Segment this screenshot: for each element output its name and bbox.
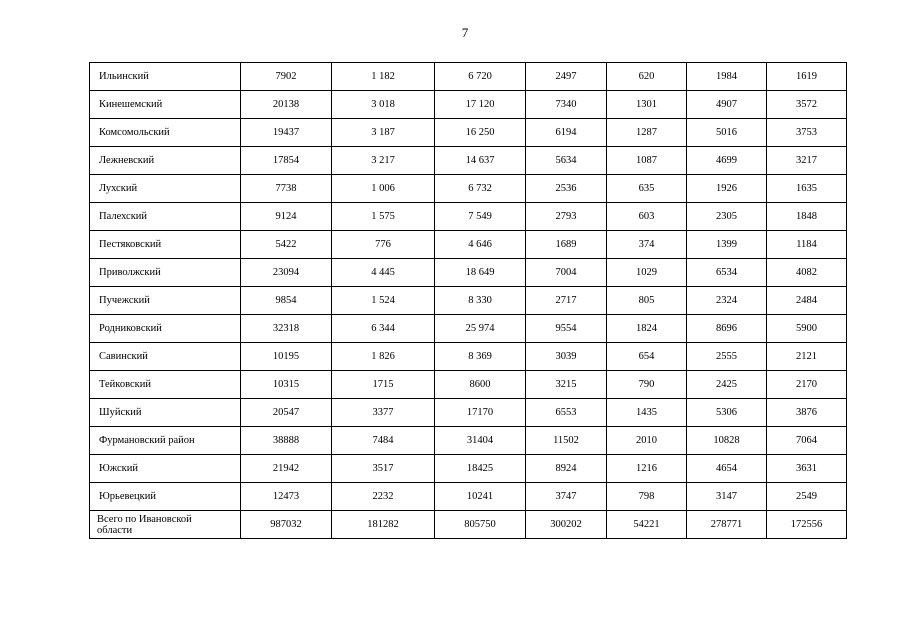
value-cell: 4699: [687, 147, 767, 175]
value-cell: 10828: [687, 427, 767, 455]
value-cell: 1301: [607, 91, 687, 119]
value-cell: 654: [607, 343, 687, 371]
value-cell: 620: [607, 63, 687, 91]
table-row: [90, 175, 847, 203]
table-row: [90, 147, 847, 175]
value-cell: 25 974: [435, 315, 526, 343]
value-cell: 374: [607, 231, 687, 259]
value-cell: 11502: [526, 427, 607, 455]
value-cell: 3876: [767, 399, 847, 427]
table-row: [90, 455, 847, 483]
total-value-cell: 805750: [435, 511, 526, 539]
district-name-cell: Ильинский: [90, 63, 241, 91]
total-name-line1: Всего по Ивановской: [97, 513, 192, 525]
value-cell: 3 217: [332, 147, 435, 175]
value-cell: 8 369: [435, 343, 526, 371]
value-cell: 6194: [526, 119, 607, 147]
district-name-cell: Пучежский: [90, 287, 241, 315]
value-cell: 10195: [241, 343, 332, 371]
value-cell: 5016: [687, 119, 767, 147]
value-cell: 6 732: [435, 175, 526, 203]
value-cell: 635: [607, 175, 687, 203]
value-cell: 805: [607, 287, 687, 315]
value-cell: 5900: [767, 315, 847, 343]
value-cell: 17170: [435, 399, 526, 427]
value-cell: 23094: [241, 259, 332, 287]
value-cell: 7004: [526, 259, 607, 287]
total-row: [90, 511, 847, 539]
value-cell: 4 646: [435, 231, 526, 259]
value-cell: 3517: [332, 455, 435, 483]
value-cell: 9124: [241, 203, 332, 231]
value-cell: 2170: [767, 371, 847, 399]
value-cell: 1184: [767, 231, 847, 259]
district-name-cell: Лухский: [90, 175, 241, 203]
value-cell: 3217: [767, 147, 847, 175]
value-cell: 2793: [526, 203, 607, 231]
value-cell: 16 250: [435, 119, 526, 147]
district-name-cell: Лежневский: [90, 147, 241, 175]
page-number: 7: [461, 25, 469, 40]
value-cell: 38888: [241, 427, 332, 455]
value-cell: 2497: [526, 63, 607, 91]
value-cell: 7340: [526, 91, 607, 119]
value-cell: 4654: [687, 455, 767, 483]
value-cell: 2555: [687, 343, 767, 371]
value-cell: 2425: [687, 371, 767, 399]
value-cell: 12473: [241, 483, 332, 511]
value-cell: 1689: [526, 231, 607, 259]
value-cell: 4082: [767, 259, 847, 287]
value-cell: 3039: [526, 343, 607, 371]
value-cell: 6 344: [332, 315, 435, 343]
value-cell: 3631: [767, 455, 847, 483]
value-cell: 2305: [687, 203, 767, 231]
district-name-cell: Родниковский: [90, 315, 241, 343]
district-name-cell: Савинский: [90, 343, 241, 371]
value-cell: 7902: [241, 63, 332, 91]
value-cell: 9554: [526, 315, 607, 343]
district-name-cell: Приволжский: [90, 259, 241, 287]
value-cell: 7064: [767, 427, 847, 455]
value-cell: 10241: [435, 483, 526, 511]
table-row: [90, 343, 847, 371]
value-cell: 798: [607, 483, 687, 511]
value-cell: 3147: [687, 483, 767, 511]
value-cell: 2549: [767, 483, 847, 511]
table-body: [90, 63, 847, 539]
value-cell: 14 637: [435, 147, 526, 175]
value-cell: 1 524: [332, 287, 435, 315]
table-row: [90, 427, 847, 455]
district-name-cell: Фурмановский район: [90, 427, 241, 455]
value-cell: 7738: [241, 175, 332, 203]
value-cell: 3215: [526, 371, 607, 399]
value-cell: 8924: [526, 455, 607, 483]
value-cell: 1 826: [332, 343, 435, 371]
value-cell: 10315: [241, 371, 332, 399]
table-row: [90, 315, 847, 343]
table-row: [90, 91, 847, 119]
district-statistics-table: [89, 62, 847, 539]
value-cell: 4907: [687, 91, 767, 119]
value-cell: 1 006: [332, 175, 435, 203]
value-cell: 1 575: [332, 203, 435, 231]
total-value-cell: 278771: [687, 511, 767, 539]
value-cell: 2484: [767, 287, 847, 315]
value-cell: 776: [332, 231, 435, 259]
table-row: [90, 483, 847, 511]
value-cell: 2324: [687, 287, 767, 315]
value-cell: 8696: [687, 315, 767, 343]
value-cell: 20547: [241, 399, 332, 427]
value-cell: 1635: [767, 175, 847, 203]
value-cell: 18 649: [435, 259, 526, 287]
value-cell: 1029: [607, 259, 687, 287]
total-name-cell: [90, 511, 241, 539]
district-name-cell: Шуйский: [90, 399, 241, 427]
value-cell: 603: [607, 203, 687, 231]
value-cell: 1619: [767, 63, 847, 91]
value-cell: 2717: [526, 287, 607, 315]
table-row: [90, 259, 847, 287]
value-cell: 2010: [607, 427, 687, 455]
value-cell: 1848: [767, 203, 847, 231]
value-cell: 1926: [687, 175, 767, 203]
table-row: [90, 371, 847, 399]
district-name-cell: Южский: [90, 455, 241, 483]
value-cell: 6534: [687, 259, 767, 287]
value-cell: 17 120: [435, 91, 526, 119]
value-cell: 1287: [607, 119, 687, 147]
value-cell: 6 720: [435, 63, 526, 91]
value-cell: 5306: [687, 399, 767, 427]
district-name-cell: Кинешемский: [90, 91, 241, 119]
value-cell: 2121: [767, 343, 847, 371]
total-value-cell: 54221: [607, 511, 687, 539]
value-cell: 8 330: [435, 287, 526, 315]
total-name-line2: области: [97, 524, 133, 536]
table-row: [90, 287, 847, 315]
table-row: [90, 63, 847, 91]
value-cell: 5422: [241, 231, 332, 259]
value-cell: 19437: [241, 119, 332, 147]
table-row: [90, 119, 847, 147]
value-cell: 3 187: [332, 119, 435, 147]
value-cell: 1399: [687, 231, 767, 259]
value-cell: 3747: [526, 483, 607, 511]
value-cell: 2536: [526, 175, 607, 203]
total-value-cell: 181282: [332, 511, 435, 539]
value-cell: 31404: [435, 427, 526, 455]
value-cell: 6553: [526, 399, 607, 427]
district-name-cell: Юрьевецкий: [90, 483, 241, 511]
total-value-cell: 987032: [241, 511, 332, 539]
value-cell: 1216: [607, 455, 687, 483]
value-cell: 1824: [607, 315, 687, 343]
total-value-cell: 300202: [526, 511, 607, 539]
district-name-cell: Пестяковский: [90, 231, 241, 259]
value-cell: 7 549: [435, 203, 526, 231]
value-cell: 3 018: [332, 91, 435, 119]
value-cell: 3377: [332, 399, 435, 427]
value-cell: 20138: [241, 91, 332, 119]
value-cell: 3753: [767, 119, 847, 147]
table-row: [90, 399, 847, 427]
value-cell: 18425: [435, 455, 526, 483]
value-cell: 1435: [607, 399, 687, 427]
district-name-cell: Тейковский: [90, 371, 241, 399]
district-name-cell: Комсомольский: [90, 119, 241, 147]
value-cell: 8600: [435, 371, 526, 399]
district-name-cell: Палехский: [90, 203, 241, 231]
value-cell: 2232: [332, 483, 435, 511]
table-row: [90, 231, 847, 259]
value-cell: 4 445: [332, 259, 435, 287]
total-value-cell: 172556: [767, 511, 847, 539]
value-cell: 1984: [687, 63, 767, 91]
value-cell: 5634: [526, 147, 607, 175]
value-cell: 32318: [241, 315, 332, 343]
value-cell: 1 182: [332, 63, 435, 91]
value-cell: 17854: [241, 147, 332, 175]
value-cell: 7484: [332, 427, 435, 455]
value-cell: 21942: [241, 455, 332, 483]
value-cell: 3572: [767, 91, 847, 119]
value-cell: 790: [607, 371, 687, 399]
value-cell: 9854: [241, 287, 332, 315]
value-cell: 1715: [332, 371, 435, 399]
value-cell: 1087: [607, 147, 687, 175]
table-row: [90, 203, 847, 231]
